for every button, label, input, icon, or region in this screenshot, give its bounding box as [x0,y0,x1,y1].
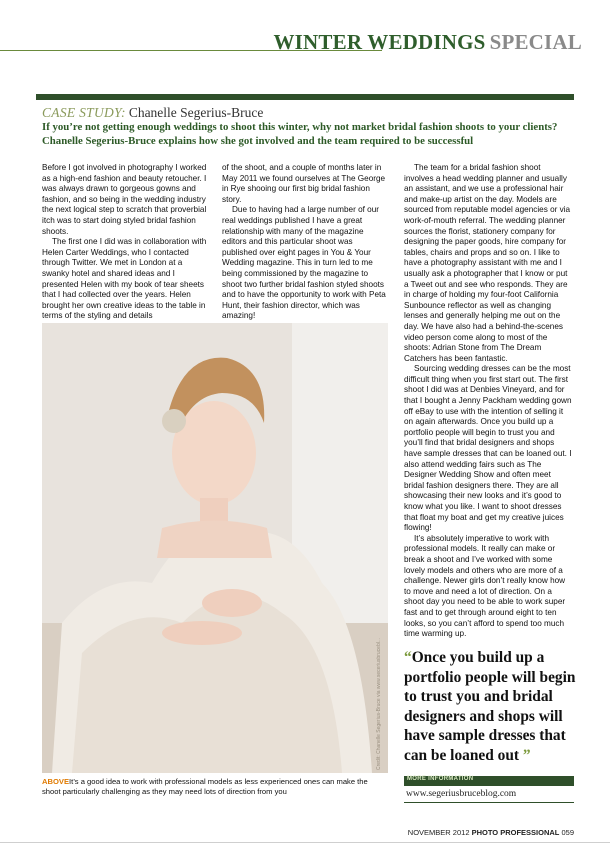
paragraph: of the shoot, and a couple of months later in May 2011 we found ourselves at The George in Rye shooing our first big bridal fashion story. [222,163,386,204]
kicker-name: Chanelle Segerius-Bruce [128,105,264,120]
paragraph: Before I got involved in photography I worked as a high-end fashion and beauty retoucher. I was always drawn to gorgeous gowns and fashion, and so being in the wedding industry the next logical step to scratch that proverbial itch was to start doing styled bridal fashion shoots. [42,163,207,236]
paragraph: Sourcing wedding dresses can be the most difficult thing when you first start out. The first shoot I did was at Denbies Vineyard, and for that I bought a Jenny Packham wedding gown off eBay to use with the intention of selling it on again afterwards. Once you build up a portfolio people will begin to trust you and you’ll find that bridal designers and shops have sample dresses that can be loaned out. I also attend wedding fairs such as The Designer Wedding Show and often meet bridal fashion designers there. They are all showcasing their new looks and it’s good to know what you like. I want to shoot dresses that float my boat and get my creative juices flowing! [404,364,572,533]
standfirst: If you’re not getting enough weddings to shoot this winter, why not market bridal fashion shoots to your clients? Chanelle Segerius-Bruce explains how she got involved and the team required to be successful [42,121,558,147]
body-column-1 [42,163,208,322]
magazine-name: PHOTO PROFESSIONAL [471,828,560,837]
photo-caption [42,777,388,797]
close-quote-mark: ” [522,746,531,764]
bride-illustration [42,323,388,773]
paragraph: It’s absolutely imperative to work with professional models. It really can make or break a shoot and I’ve worked with some lovely models and others who are more of a challenge. Newer girls don’t really know how to move and need a lot of direction. On a shoot day you need to be able to work super fast and to get through around eight to ten looks, so you can’t afford to spend too much time warming up. [404,533,566,639]
paragraph: Due to having had a large number of our real weddings published I have a great relationship with many of the magazine editors and this particular shoot was published over eight pages in You & Your Wedding magazine. This in turn led to me being commissioned by the magazine to shoot two further bridal fashion styled shoots and to have the opportunity to work with Peta Hunt, their fashion director, which was amazing! [222,205,386,321]
issue-date: NOVEMBER 2012 [407,828,470,837]
body-column-3 [404,163,572,640]
more-info-link[interactable]: www.segeriusbruceblog.com [406,789,517,799]
bride-photo [42,323,388,773]
more-info-label: MORE INFORMATION [407,776,474,782]
more-info-rule [404,802,574,803]
title-bar [36,94,574,100]
footer-rule [0,842,610,843]
section-subtitle: SPECIAL [489,30,582,54]
open-quote-mark: “ [404,649,412,666]
pull-quote-text: Once you build up a portfolio people will begin to trust you and bridal designers and shops will have sample dresses that can be loaned out [404,649,576,764]
page-footer [408,828,574,837]
section-title: WINTER WEDDINGS [273,30,486,54]
page-number: 059 [561,828,574,837]
kicker-label: CASE STUDY: [42,105,126,120]
caption-text: It’s a good idea to work with professional models as less experienced ones can make the shoot particularly challenging as they may need lots of direction from you [42,777,368,796]
photo-credit: Credit: Chanelle Segerius-Bruce via www.seceriusbrucebl... [376,637,382,770]
pull-quote [404,648,576,765]
section-header [273,30,582,55]
caption-label: ABOVE [42,777,70,786]
paragraph: The team for a bridal fashion shoot involves a head wedding planner and usually an assistant, and we use a professional hair and make-up artist on the day. Models are sourced from reputable model agencies or via work-of-mouth referral. The wedding planner sources the florist, stationery company for designing the paper goods, hire company for tables, chairs and props and so on. I like to have a photography assistant with me and I usually ask a photographer that I know or put a Tweet out and see who responds. They are in charge of holding my four-foot California Sunbounce reflector as well as changing lenses and generally helping me out on the day. We have also had a behind-the-scenes video person come along to most of the shoots: Adrian Stone from The Dream Catchers has been fantastic. [404,163,571,363]
paragraph: The first one I did was in collaboration with Helen Carter Weddings, who I contacted through Twitter. We met in London at a swanky hotel and shared ideas and I presented Helen with my book of tear sheets that I had collected over the years. Helen brought her own creative ideas to the table in terms of the styling and details [42,237,207,321]
article-kicker [42,105,263,121]
body-column-2 [222,163,388,322]
